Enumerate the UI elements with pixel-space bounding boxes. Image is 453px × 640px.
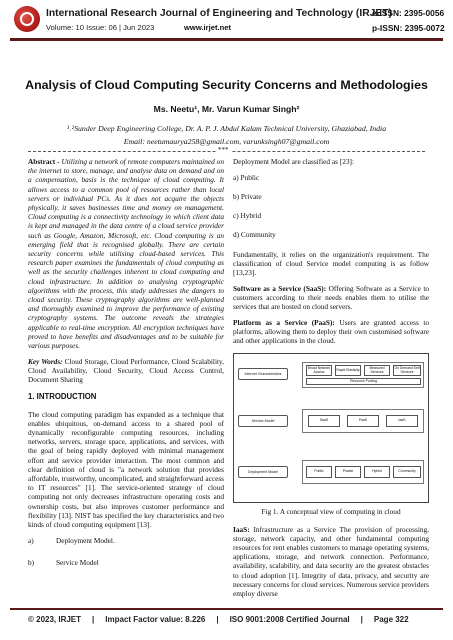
right-column (233, 157, 429, 605)
header-rule (10, 38, 443, 41)
footer-copyright: © 2023, IRJET (28, 615, 82, 624)
figure-box: IaaS (386, 415, 418, 427)
figure-box: Private (335, 466, 361, 478)
figure-row-label: Deployment Model (238, 466, 288, 478)
list-item-text: Service Model (56, 557, 99, 567)
saas-paragraph (233, 284, 429, 312)
paas-label: Platform as a Service (PaaS): (233, 317, 335, 327)
keywords-label: Key Words: (28, 356, 63, 366)
figure-box: Public (306, 466, 332, 478)
list-item-label: a) (28, 535, 34, 545)
footer-rule (10, 608, 443, 610)
irjet-logo (14, 6, 40, 32)
section-heading-introduction: 1. INTRODUCTION (28, 392, 97, 402)
figure-box: Rapid Elasticity (335, 365, 361, 376)
e-issn: e-ISSN: 2395-0056 (372, 8, 445, 18)
figure-row-label: Service Model (238, 415, 288, 427)
fundamentals-paragraph: Fundamentally, it relies on the organization's requirement. The classification of cloud Service model computing is as follow [13,23]. (233, 249, 429, 277)
footer-iso: ISO 9001:2008 Certified Journal (229, 615, 350, 624)
list-item: a) Public (233, 172, 260, 182)
keywords (28, 357, 224, 385)
p-issn: p-ISSN: 2395-0072 (372, 23, 445, 33)
figure-row-label: Internet Characteristics (238, 368, 288, 380)
paper-affiliation: ¹˒²Sunder Deep Engineering College, Dr. A. P. J. Abdul Kalam Technical University, Ghaziabad, India (66, 124, 387, 133)
figure-box: Measured Services (364, 365, 390, 376)
list-item-text: Deployment Model. (56, 535, 115, 545)
figure-box: SaaS (308, 415, 340, 427)
figure-box: Broad Network Access (306, 365, 332, 376)
list-item: d) Community (233, 230, 276, 240)
footer-separator: | (360, 615, 363, 624)
cloud-concept-figure (233, 353, 429, 503)
list-item: c) Hybrid (233, 211, 262, 221)
saas-text: Offering Software as a Service to customers according to their needs enables them to utilise the services that are hosted on cloud servers. (233, 283, 430, 312)
footer-separator: | (216, 615, 219, 624)
footer-page-number: Page 322 (373, 615, 409, 624)
footer-impact-factor: Impact Factor value: 8.226 (105, 615, 206, 624)
footer-separator: | (92, 615, 95, 624)
paper-authors: Ms. Neetu¹, Mr. Varun Kumar Singh² (153, 104, 300, 114)
abstract-text: Utilizing a network of remote computers maintained on the internet to store, manage, and analyse data on demand and on a compensation, basis is the technique of cloud computing. It allows access to a common pool of resources rather than local servers or individual PCs. As it does not acquire the objects physically, it saves businesses time and money on management. Cloud computing is a connectivity technology in which client data is kept and managed in the data centre of a cloud service provider such as Google, Amazon, Microsoft, etc. Cloud computing is an emerging field that is recognised globally. There are certain security concerns while utilising cloud-based services. This research paper examines the fundamentals of cloud computing as well as the security challenges inherent to cloud computing and cloud infrastructure. In addition to analysing cryptographic algorithms with the process, this study addresses the dangers to cloud security. These cryptography algorithms are well-planned and thoroughly examined to improve the performance of existing cryptography systems. The outcome reveals the strategies applicable to real-time encryption. All encryption techniques have proved to have benefits and disadvantages and to be suitable for various purposes. (28, 157, 224, 351)
list-item (28, 558, 224, 567)
journal-website-link[interactable]: www.irjet.net (184, 23, 231, 32)
list-item: b) Private (233, 191, 262, 201)
footer (28, 615, 409, 624)
paper-email: Email: neetumaurya258@gmail.com, varunksingh07@gmail.com (123, 137, 330, 146)
iaas-label: IaaS: (233, 524, 250, 534)
journal-name: International Research Journal of Engineering and Technology (IRJET) (46, 8, 392, 19)
volume-issue: Volume: 10 Issue: 06 | Jun 2023 (46, 23, 155, 32)
intro-paragraph: The cloud computing paradigm has expanded as a technique that enables ubiquitous, on-demand access to a shared pool of dynamically reconfigurable computing resources, including networks, servers, storage space, applications, and services, with the goal of being rapidly deployed with minimal management effort and service provider interaction. The most common and clear definition of cloud is "a network solution that provides affordable, trustworthy, uncomplicated, and straightforward access to IT resources" [1]. The service-oriented strategy of cloud computing not only decreases infrastructure operating costs and ownership costs, but also improves customer performance and flexibility [13]. NIST has specified the key characteristics and two kinds of cloud computing equipment [13]. (28, 409, 224, 530)
figure-box: Hybrid (364, 466, 390, 478)
iaas-text: Infrastructure as a Service The provision of processing, storage, network capacity, and other fundamental computing resources for rent enables customers to manage operating systems, applications, storage, and network connection. Performance, availability, scalability, and data security are the greatest obstacles to cloud adoption [1]. Integrity of data, privacy, and security are necessary concerns for cloud services. Numerous service providers employ diverse (233, 524, 429, 598)
paas-paragraph (233, 318, 429, 346)
paas-text: Users are granted access to platforms, allowing them to deploy their own customised software and other applications in the cloud. (233, 317, 429, 346)
abstract (28, 157, 224, 350)
left-column (28, 157, 224, 580)
saas-label: Software as a Service (SaaS): (233, 283, 327, 293)
figure-box: Community (393, 466, 421, 478)
separator-mark: *** (218, 146, 229, 154)
figure-box: Resource Pooling (306, 378, 421, 385)
abstract-label: Abstract - (28, 157, 60, 166)
deployment-intro: Deployment Model are classified as [23]: (233, 157, 354, 166)
list-item-label: b) (28, 557, 35, 567)
figure-caption: Fig 1. A conceptual view of computing in cloud (261, 507, 401, 517)
list-item (28, 536, 224, 545)
iaas-paragraph (233, 525, 429, 599)
figure-box: PaaS (347, 415, 379, 427)
keywords-text: Cloud Storage, Cloud Performance, Cloud Scalability, Cloud Availability, Cloud Security, Cloud Access Control, Document Sharing (28, 356, 224, 385)
figure-box: On Demand Self Services (393, 365, 421, 376)
paper-title: Analysis of Cloud Computing Security Concerns and Methodologies (25, 78, 428, 92)
